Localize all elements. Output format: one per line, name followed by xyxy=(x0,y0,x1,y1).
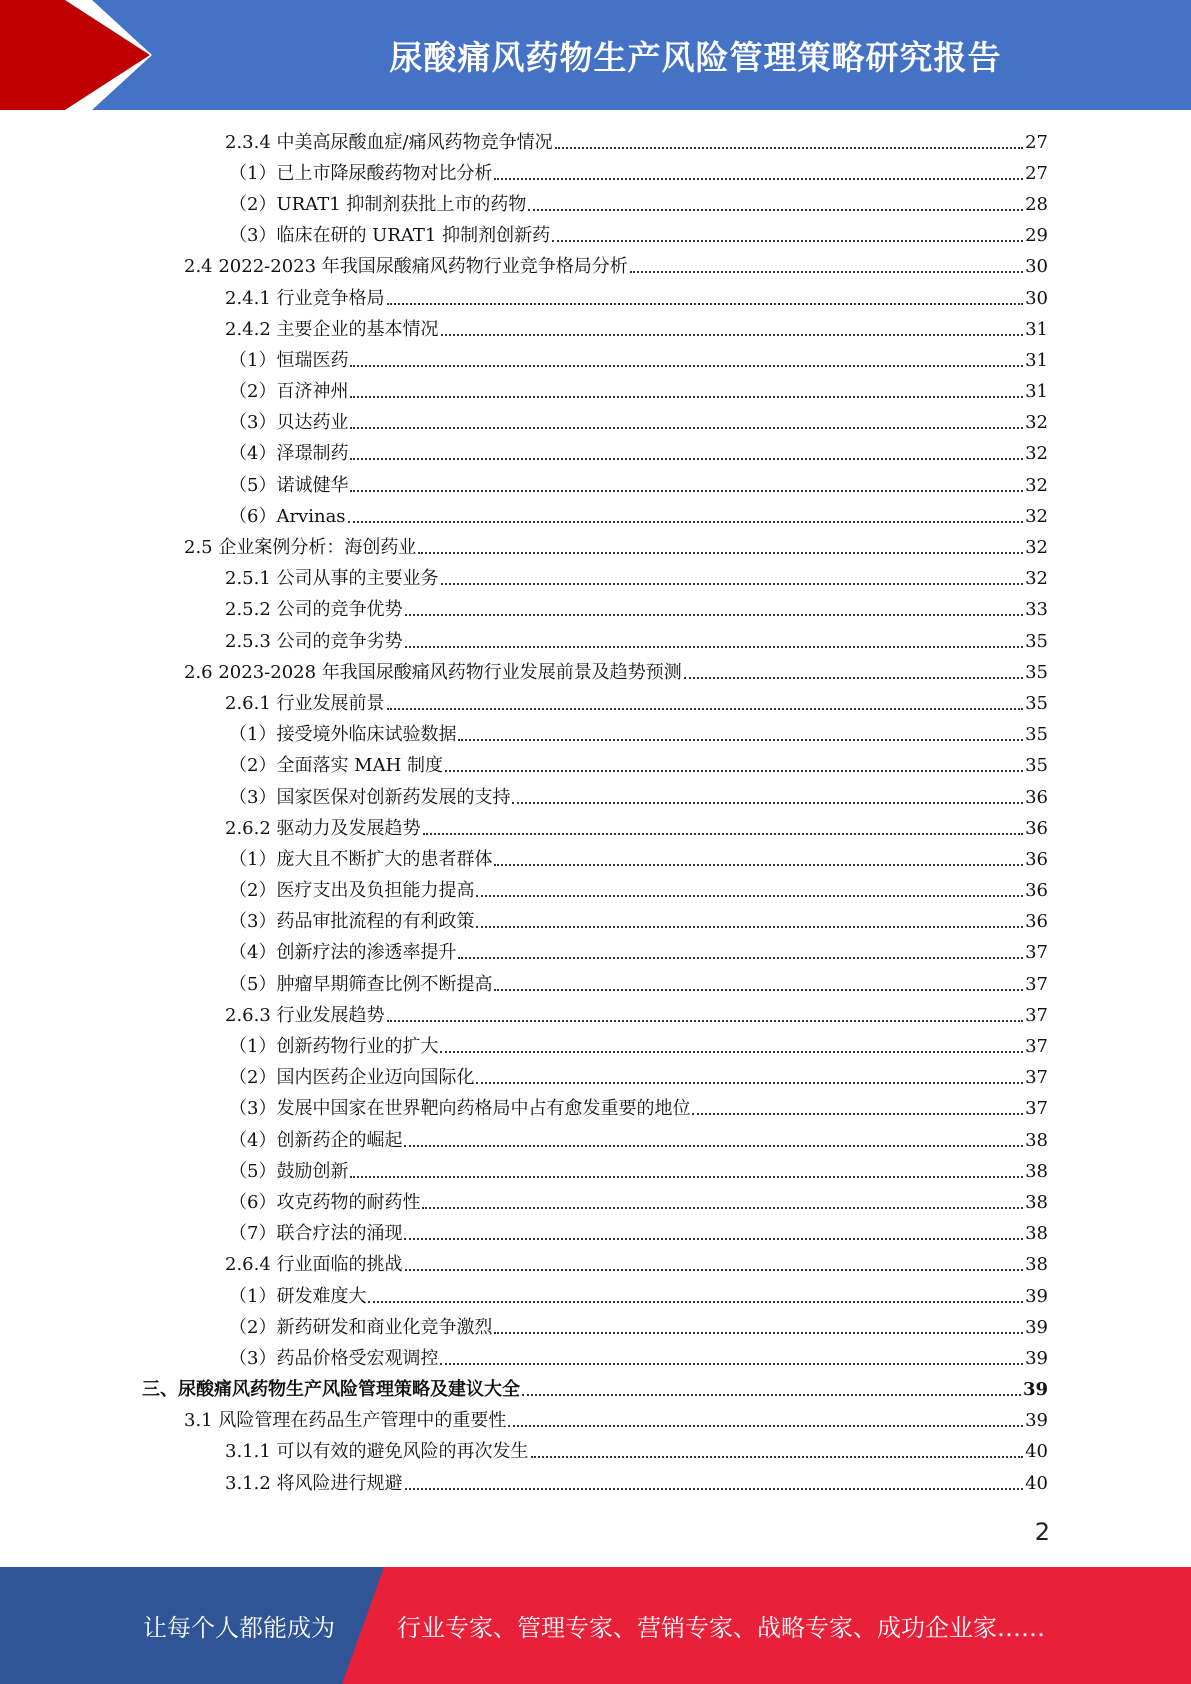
toc-entry-title: （1）创新药物行业的扩大 xyxy=(229,1036,439,1058)
toc-dot-leader xyxy=(404,1145,1023,1147)
toc-entry-title: 2.4 2022-2023 年我国尿酸痛风药物行业竞争格局分析 xyxy=(184,256,628,278)
toc-dot-leader xyxy=(368,1301,1023,1303)
toc-entry-page: 36 xyxy=(1025,786,1048,808)
toc-entry-title: 3.1.1 可以有效的避免风险的再次发生 xyxy=(225,1441,529,1463)
toc-entry-page: 39 xyxy=(1025,1285,1048,1307)
toc-entry[interactable] xyxy=(0,439,1048,470)
toc-entry-page: 38 xyxy=(1025,1223,1048,1245)
toc-dot-leader xyxy=(387,1020,1024,1022)
toc-entry[interactable] xyxy=(0,595,1048,626)
toc-entry[interactable] xyxy=(0,1437,1048,1468)
toc-entry-page: 32 xyxy=(1025,505,1048,527)
toc-dot-leader xyxy=(418,552,1023,554)
toc-entry-title: （2）新药研发和商业化竞争激烈 xyxy=(229,1316,493,1338)
toc-entry[interactable] xyxy=(0,1063,1048,1094)
toc-entry[interactable] xyxy=(0,1000,1048,1031)
toc-dot-leader xyxy=(404,1238,1023,1240)
toc-entry[interactable] xyxy=(0,1406,1048,1437)
toc-entry-page: 30 xyxy=(1025,256,1048,278)
toc-entry-title: 2.4.1 行业竞争格局 xyxy=(225,287,385,309)
toc-entry[interactable] xyxy=(0,501,1048,532)
toc-entry[interactable] xyxy=(0,720,1048,751)
toc-entry[interactable] xyxy=(0,1343,1048,1374)
toc-entry[interactable] xyxy=(0,1312,1048,1343)
toc-entry-page: 32 xyxy=(1025,443,1048,465)
toc-entry[interactable] xyxy=(0,283,1048,314)
toc-dot-leader xyxy=(423,833,1024,835)
toc-entry-title: （3）药品价格受宏观调控 xyxy=(229,1347,439,1369)
toc-entry-title: 3.1 风险管理在药品生产管理中的重要性 xyxy=(184,1410,507,1432)
toc-entry-title: 2.5.1 公司从事的主要业务 xyxy=(225,568,439,590)
toc-entry-title: （5）鼓励创新 xyxy=(229,1160,349,1182)
toc-entry[interactable] xyxy=(0,252,1048,283)
toc-entry[interactable] xyxy=(0,688,1048,719)
toc-entry-title: 2.4.2 主要企业的基本情况 xyxy=(225,318,439,340)
toc-dot-leader xyxy=(494,864,1023,866)
toc-entry-page: 39 xyxy=(1025,1410,1048,1432)
toc-dot-leader xyxy=(522,1394,1021,1396)
toc-entry-page: 35 xyxy=(1025,692,1048,714)
toc-dot-leader xyxy=(350,365,1023,367)
toc-dot-leader xyxy=(508,1425,1023,1427)
toc-entry-title: 2.5 企业案例分析：海创药业 xyxy=(184,537,417,559)
header-arrow-decoration xyxy=(0,0,200,110)
toc-dot-leader xyxy=(350,490,1023,492)
toc-entry-page: 32 xyxy=(1025,568,1048,590)
toc-entry[interactable] xyxy=(0,1250,1048,1281)
toc-entry-page: 27 xyxy=(1025,131,1048,153)
toc-dot-leader xyxy=(531,1456,1024,1458)
toc-entry-title: （2）国内医药企业迈向国际化 xyxy=(229,1067,475,1089)
toc-dot-leader xyxy=(630,271,1023,273)
document-title: 尿酸痛风药物生产风险管理策略研究报告 xyxy=(389,37,1002,77)
toc-entry[interactable] xyxy=(0,938,1048,969)
toc-entry[interactable] xyxy=(0,564,1048,595)
toc-entry-page: 28 xyxy=(1025,193,1048,215)
toc-dot-leader xyxy=(441,334,1024,336)
toc-entry[interactable] xyxy=(0,221,1048,252)
toc-entry-title: （6）Arvinas xyxy=(229,505,346,527)
toc-entry-page: 31 xyxy=(1025,318,1048,340)
toc-entry-title: 2.6.1 行业发展前景 xyxy=(225,692,385,714)
toc-entry[interactable] xyxy=(0,1468,1048,1499)
toc-entry-page: 32 xyxy=(1025,474,1048,496)
toc-entry-title: （1）庞大且不断扩大的患者群体 xyxy=(229,848,493,870)
toc-dot-leader xyxy=(458,739,1023,741)
toc-dot-leader xyxy=(494,1332,1023,1334)
toc-entry-page: 39 xyxy=(1025,1316,1048,1338)
toc-entry-page: 39 xyxy=(1022,1379,1048,1401)
toc-entry-page: 38 xyxy=(1025,1160,1048,1182)
footer-slogan-right: 行业专家、管理专家、营销专家、战略专家、成功企业家…… xyxy=(397,1614,1045,1642)
toc-dot-leader xyxy=(476,926,1023,928)
toc-dot-leader xyxy=(528,209,1023,211)
toc-dot-leader xyxy=(692,1113,1023,1115)
toc-entry-page: 36 xyxy=(1025,817,1048,839)
toc-entry-title: （3）发展中国家在世界靶向药格局中占有愈发重要的地位 xyxy=(229,1098,691,1120)
toc-dot-leader xyxy=(350,427,1023,429)
toc-entry-page: 33 xyxy=(1025,599,1048,621)
toc-entry[interactable] xyxy=(0,127,1048,158)
toc-dot-leader xyxy=(422,1207,1023,1209)
toc-dot-leader xyxy=(494,178,1023,180)
toc-entry[interactable] xyxy=(0,969,1048,1000)
toc-dot-leader xyxy=(494,989,1023,991)
toc-entry[interactable] xyxy=(0,345,1048,376)
toc-entry[interactable] xyxy=(0,1094,1048,1125)
toc-dot-leader xyxy=(387,708,1024,710)
toc-entry-page: 37 xyxy=(1025,1036,1048,1058)
toc-entry-page: 32 xyxy=(1025,412,1048,434)
toc-dot-leader xyxy=(445,770,1023,772)
toc-entry-title: （3）临床在研的 URAT1 抑制剂创新药 xyxy=(229,225,551,247)
toc-dot-leader xyxy=(458,957,1023,959)
toc-entry-title: （7）联合疗法的涌现 xyxy=(229,1223,403,1245)
toc-dot-leader xyxy=(476,1082,1023,1084)
toc-entry-title: 2.6.4 行业面临的挑战 xyxy=(225,1254,403,1276)
toc-entry[interactable] xyxy=(0,782,1048,813)
toc-entry-title: （4）创新疗法的渗透率提升 xyxy=(229,942,457,964)
toc-dot-leader xyxy=(350,396,1023,398)
toc-entry[interactable] xyxy=(0,1031,1048,1062)
toc-dot-leader xyxy=(440,1363,1023,1365)
toc-entry[interactable] xyxy=(0,408,1048,439)
toc-dot-leader xyxy=(405,614,1024,616)
toc-dot-leader xyxy=(476,895,1023,897)
toc-entry-page: 37 xyxy=(1025,973,1048,995)
toc-entry[interactable] xyxy=(0,470,1048,501)
toc-entry-page: 32 xyxy=(1025,537,1048,559)
toc-entry-title: （6）攻克药物的耐药性 xyxy=(229,1191,421,1213)
toc-entry[interactable] xyxy=(0,1187,1048,1218)
toc-entry-page: 39 xyxy=(1025,1347,1048,1369)
toc-entry-page: 29 xyxy=(1025,225,1048,247)
toc-entry[interactable] xyxy=(0,1125,1048,1156)
toc-entry-page: 30 xyxy=(1025,287,1048,309)
toc-entry-page: 36 xyxy=(1025,880,1048,902)
toc-entry[interactable] xyxy=(0,1281,1048,1312)
toc-entry-title: （3）贝达药业 xyxy=(229,412,349,434)
toc-entry-title: （3）国家医保对创新药发展的支持 xyxy=(229,786,511,808)
toc-entry-page: 36 xyxy=(1025,911,1048,933)
table-of-contents xyxy=(0,127,1191,1499)
page-header xyxy=(0,0,1191,110)
toc-dot-leader xyxy=(348,521,1024,523)
toc-entry-page: 31 xyxy=(1025,381,1048,403)
toc-dot-leader xyxy=(405,646,1024,648)
toc-entry-page: 35 xyxy=(1025,630,1048,652)
toc-entry-title: （3）药品审批流程的有利政策 xyxy=(229,911,475,933)
toc-entry-page: 37 xyxy=(1025,1098,1048,1120)
toc-entry-title: 2.6.2 驱动力及发展趋势 xyxy=(225,817,421,839)
toc-entry-title: （1）已上市降尿酸药物对比分析 xyxy=(229,162,493,184)
toc-entry[interactable] xyxy=(0,876,1048,907)
toc-entry-page: 40 xyxy=(1025,1441,1048,1463)
toc-entry[interactable] xyxy=(0,532,1048,563)
toc-entry-title: 2.3.4 中美高尿酸血症/痛风药物竞争情况 xyxy=(225,131,553,153)
toc-entry[interactable] xyxy=(0,1375,1048,1406)
toc-entry-page: 35 xyxy=(1025,724,1048,746)
toc-entry-page: 31 xyxy=(1025,349,1048,371)
toc-dot-leader xyxy=(350,458,1023,460)
toc-entry-title: 3.1.2 将风险进行规避 xyxy=(225,1472,403,1494)
toc-entry-page: 35 xyxy=(1025,755,1048,777)
toc-dot-leader xyxy=(350,1176,1023,1178)
toc-entry[interactable] xyxy=(0,657,1048,688)
toc-entry-title: 2.6.3 行业发展趋势 xyxy=(225,1004,385,1026)
toc-entry-title: 2.5.3 公司的竞争劣势 xyxy=(225,630,403,652)
toc-entry-page: 37 xyxy=(1025,942,1048,964)
footer-slogan-left: 让每个人都能成为 xyxy=(143,1614,335,1642)
toc-entry[interactable] xyxy=(0,751,1048,782)
toc-entry-title: （4）泽璟制药 xyxy=(229,443,349,465)
toc-entry-title: （1）研发难度大 xyxy=(229,1285,367,1307)
toc-entry[interactable] xyxy=(0,1156,1048,1187)
toc-entry-title: 2.6 2023-2028 年我国尿酸痛风药物行业发展前景及趋势预测 xyxy=(184,661,682,683)
toc-dot-leader xyxy=(552,240,1023,242)
toc-entry[interactable] xyxy=(0,813,1048,844)
toc-entry-title: 三、尿酸痛风药物生产风险管理策略及建议大全 xyxy=(142,1379,520,1401)
toc-dot-leader xyxy=(441,583,1024,585)
toc-entry-title: （5）肿瘤早期筛查比例不断提高 xyxy=(229,973,493,995)
toc-entry-title: 2.5.2 公司的竞争优势 xyxy=(225,599,403,621)
toc-entry[interactable] xyxy=(0,158,1048,189)
toc-entry-page: 35 xyxy=(1025,661,1048,683)
toc-entry-page: 38 xyxy=(1025,1191,1048,1213)
toc-entry[interactable] xyxy=(0,1219,1048,1250)
page-number: 2 xyxy=(1034,1518,1050,1546)
toc-entry-page: 27 xyxy=(1025,162,1048,184)
toc-entry[interactable] xyxy=(0,189,1048,220)
toc-entry-title: （1）接受境外临床试验数据 xyxy=(229,724,457,746)
toc-entry-title: （2）医疗支出及负担能力提高 xyxy=(229,880,475,902)
toc-entry-title: （4）创新药企的崛起 xyxy=(229,1129,403,1151)
toc-entry-page: 38 xyxy=(1025,1254,1048,1276)
toc-entry[interactable] xyxy=(0,314,1048,345)
toc-dot-leader xyxy=(440,1051,1023,1053)
toc-entry[interactable] xyxy=(0,844,1048,875)
toc-entry[interactable] xyxy=(0,626,1048,657)
toc-entry-page: 37 xyxy=(1025,1067,1048,1089)
toc-entry-page: 37 xyxy=(1025,1004,1048,1026)
toc-dot-leader xyxy=(387,303,1024,305)
toc-dot-leader xyxy=(555,147,1024,149)
toc-entry-page: 36 xyxy=(1025,848,1048,870)
toc-dot-leader xyxy=(684,677,1023,679)
page-footer xyxy=(0,1567,1191,1684)
toc-entry-title: （2）URAT1 抑制剂获批上市的药物 xyxy=(229,193,527,215)
toc-entry-page: 38 xyxy=(1025,1129,1048,1151)
toc-entry-title: （1）恒瑞医药 xyxy=(229,349,349,371)
toc-dot-leader xyxy=(512,802,1023,804)
toc-entry-page: 40 xyxy=(1025,1472,1048,1494)
toc-entry[interactable] xyxy=(0,907,1048,938)
toc-dot-leader xyxy=(405,1269,1024,1271)
toc-entry[interactable] xyxy=(0,377,1048,408)
toc-entry-title: （2）全面落实 MAH 制度 xyxy=(229,755,444,777)
toc-entry-title: （5）诺诚健华 xyxy=(229,474,349,496)
toc-entry-title: （2）百济神州 xyxy=(229,381,349,403)
toc-dot-leader xyxy=(405,1488,1024,1490)
